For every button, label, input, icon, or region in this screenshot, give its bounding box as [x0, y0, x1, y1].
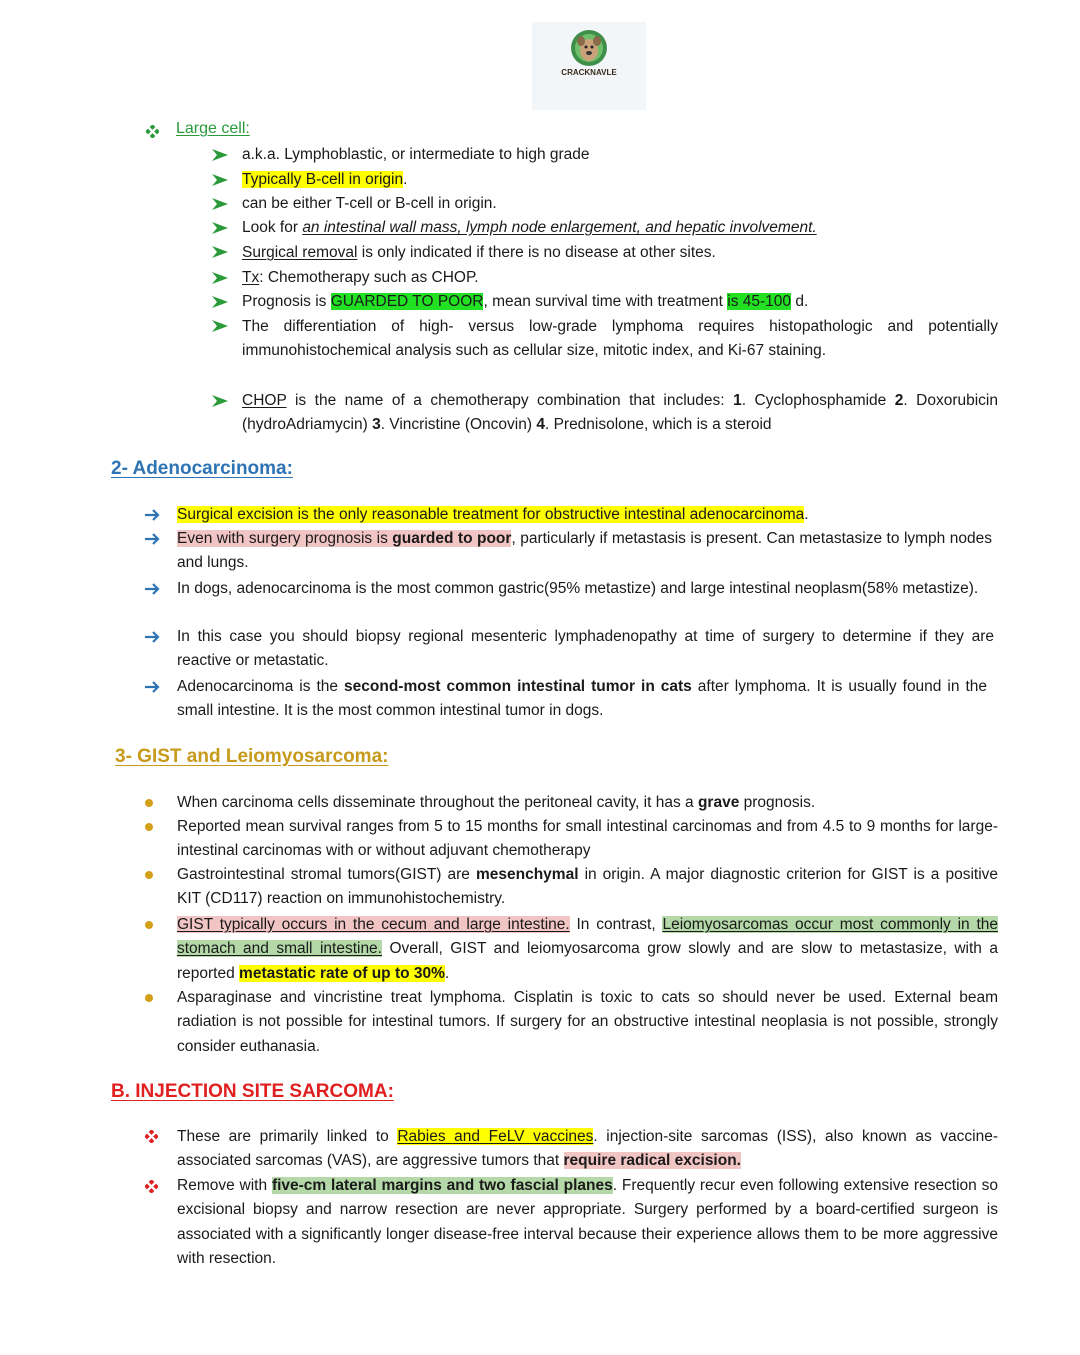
clover-bullet-icon: [145, 1130, 158, 1143]
list-item: In this case you should biopsy regional mesenteric lymphadenopathy at time of surgery to determine if they are reactive or metastatic.: [177, 628, 994, 670]
injection-site-sarcoma-heading: B. INJECTION SITE SARCOMA:: [111, 1081, 394, 1102]
arrow-right-icon: [144, 508, 160, 522]
list-item: Even with surgery prognosis is guarded to poor, particularly if metastasis is present. Can metastasize to lymph nodes and lungs.: [177, 530, 992, 572]
gist-heading: 3- GIST and Leiomyosarcoma:: [115, 746, 389, 767]
logo-brand-text: CRACKNAVLE: [561, 68, 617, 77]
clover-bullet-icon: [146, 125, 159, 138]
list-item: Look for an intestinal wall mass, lymph node enlargement, and hepatic involvement.: [242, 219, 817, 236]
list-item: Typically B-cell in origin.: [242, 171, 408, 188]
dot-bullet-icon: [145, 799, 153, 807]
list-item: can be either T-cell or B-cell in origin.: [242, 195, 497, 212]
list-item: GIST typically occurs in the cecum and large intestine. In contrast, Leiomyosarcomas occur most commonly in the stomach and small intestine. Overall, GIST and leiomyosarcoma grow slowly and are slow to metastasize, with a reported metastatic rate of up to 30%.: [177, 916, 998, 982]
arrow-right-icon: [144, 680, 160, 694]
list-item: Prognosis is GUARDED TO POOR, mean survival time with treatment is 45-100 d.: [242, 293, 809, 310]
arrow-right-icon: [144, 532, 160, 546]
arrow-right-icon: [144, 582, 160, 596]
dot-bullet-icon: [145, 921, 153, 929]
arrowhead-bullet-icon: [212, 246, 228, 258]
list-item: Gastrointestinal stromal tumors(GIST) are mesenchymal in origin. A major diagnostic criterion for GIST is a positive KIT (CD117) reaction on immunohistochemistry.: [177, 866, 999, 908]
arrowhead-bullet-icon: [212, 296, 228, 308]
dot-bullet-icon: [145, 994, 153, 1002]
list-item: Tx: Chemotherapy such as CHOP.: [242, 269, 479, 286]
list-item: a.k.a. Lymphoblastic, or intermediate to high grade: [242, 146, 590, 163]
arrowhead-bullet-icon: [212, 272, 228, 284]
list-item: The differentiation of high- versus low-grade lymphoma requires histopathologic and potentially immunohistochemical analysis such as cellular size, mitotic index, and Ki-67 staining.: [242, 318, 998, 360]
arrowhead-bullet-icon: [212, 198, 228, 210]
arrowhead-bullet-icon: [212, 149, 228, 161]
logo-emblem-icon: [567, 28, 611, 68]
adenocarcinoma-heading: 2- Adenocarcinoma:: [111, 458, 293, 479]
arrowhead-bullet-icon: [212, 320, 228, 332]
list-item: In dogs, adenocarcinoma is the most common gastric(95% metastize) and large intestinal neoplasm(58% metastize).: [177, 580, 979, 597]
arrow-right-icon: [144, 630, 160, 644]
arrowhead-bullet-icon: [212, 222, 228, 234]
logo: [532, 22, 646, 110]
dot-bullet-icon: [145, 823, 153, 831]
list-item: Surgical removal is only indicated if there is no disease at other sites.: [242, 244, 716, 261]
dot-bullet-icon: [145, 871, 153, 879]
list-item: These are primarily linked to Rabies and FeLV vaccines. injection-site sarcomas (ISS), also known as vaccine-associated sarcomas (VAS), are aggressive tumors that require radical excision.: [177, 1128, 998, 1170]
list-item: Asparaginase and vincristine treat lymphoma. Cisplatin is toxic to cats so should never be used. External beam radiation is not possible for intestinal tumors. If surgery for an obstructive intestinal neoplasia is not possible, strongly consider euthanasia.: [177, 989, 998, 1055]
arrowhead-bullet-icon: [212, 395, 228, 407]
clover-bullet-icon: [145, 1180, 158, 1193]
list-item: Surgical excision is the only reasonable treatment for obstructive intestinal adenocarcinoma.: [177, 506, 809, 523]
large-cell-heading: Large cell:: [176, 120, 250, 137]
list-item: When carcinoma cells disseminate throughout the peritoneal cavity, it has a grave prognosis.: [177, 794, 816, 811]
list-item: CHOP is the name of a chemotherapy combination that includes: 1. Cyclophosphamide 2. Doxorubicin (hydroAdriamycin) 3. Vincristine (Oncovin) 4. Prednisolone, which is a steroid: [242, 392, 998, 434]
list-item: Reported mean survival ranges from 5 to 15 months for small intestinal carcinomas and from 4.5 to 9 months for large-intestinal carcinomas with or without adjuvant chemotherapy: [177, 818, 998, 860]
list-item: Adenocarcinoma is the second-most common intestinal tumor in cats after lymphoma. It is usually found in the small intestine. It is the most common intestinal tumor in dogs.: [177, 678, 988, 720]
arrowhead-bullet-icon: [212, 174, 228, 186]
list-item: Remove with five-cm lateral margins and two fascial planes. Frequently recur even following extensive resection so excisional biopsy and narrow resection are never appropriate. Surgery performed by a board-certified surgeon is associated with a significantly longer disease-free interval because their experience allows them to be more aggressive with resection.: [177, 1177, 998, 1268]
